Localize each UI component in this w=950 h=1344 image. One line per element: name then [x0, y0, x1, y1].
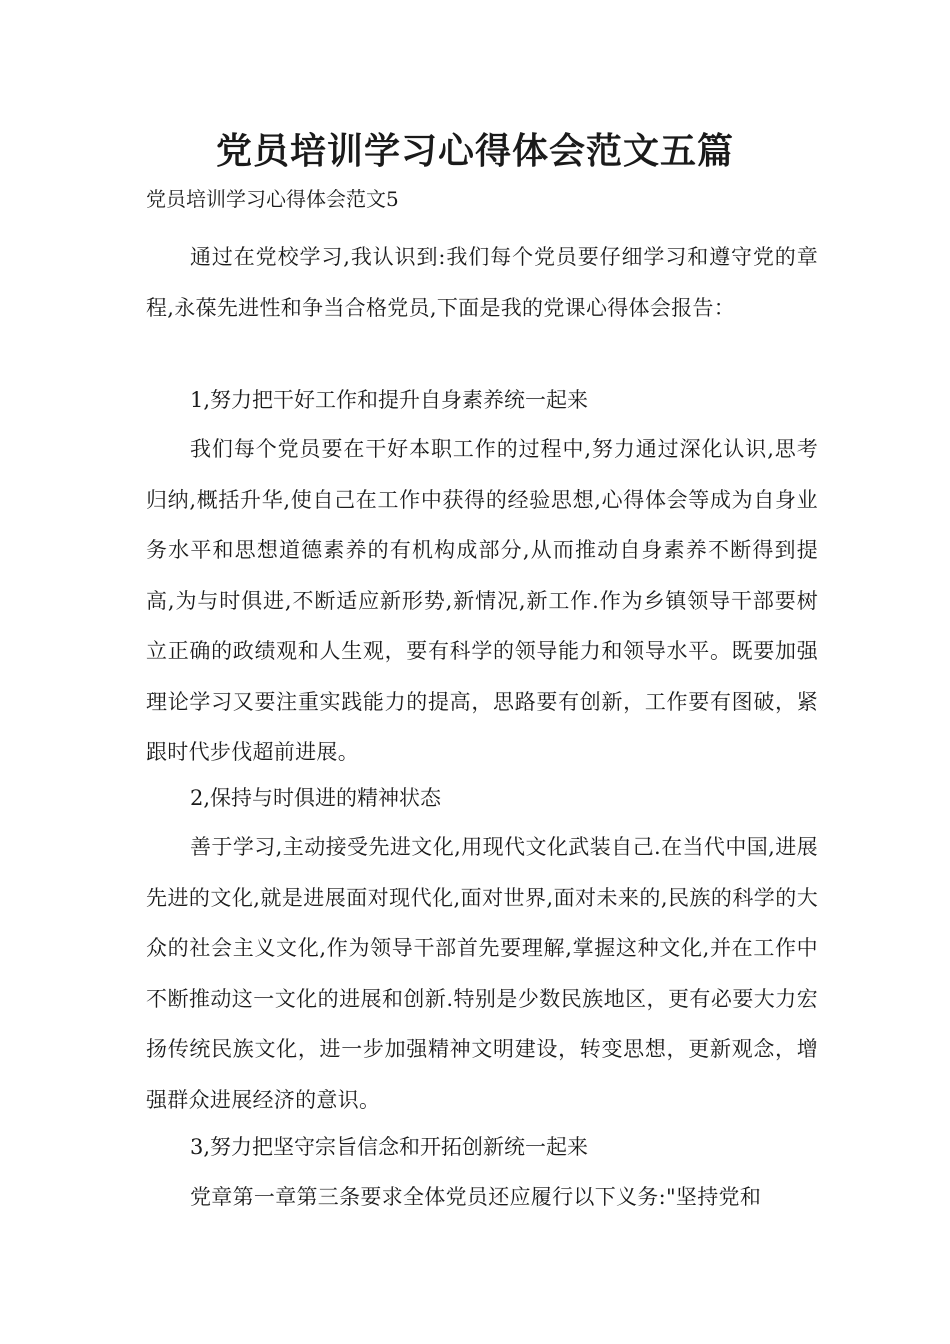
- section-paragraph-1: 我们每个党员要在干好本职工作的过程中,努力通过深化认识,思考归纳,概括升华,使自己在工作中获得的经验思想,心得体会等成为自身业务水平和思想道德素养的有机构成部分,从而推动自身素养不断得到提高,为与时俱进,不断适应新形势,新情况,新工作.作为乡镇领导干部要树立正确的政绩观和人生观，要有科学的领导能力和领导水平。既要加强理论学习又要注重实践能力的提高，思路要有创新，工作要有图破，紧跟时代步伐超前进展。: [146, 437, 818, 764]
- section-paragraph-3: 党章第一章第三条要求全体党员还应履行以下义务:"坚持党和: [190, 1185, 762, 1209]
- section-paragraph-2: 善于学习,主动接受先进文化,用现代文化武装自己.在当代中国,进展先进的文化,就是进展面对现代化,面对世界,面对未来的,民族的科学的大众的社会主义文化,作为领导干部首先要理解,掌握这种文化,并在工作中不断推动这一文化的进展和创新.特别是少数民族地区，更有必要大力宏扬传统民族文化，进一步加强精神文明建设，转变思想，更新观念，增强群众进展经济的意识。: [146, 835, 818, 1112]
- section-heading-1: 1,努力把干好工作和提升自身素养统一起来: [190, 388, 589, 412]
- intro-paragraph: 通过在党校学习,我认识到:我们每个党员要仔细学习和遵守党的章程,永葆先进性和争当合格党员,下面是我的党课心得体会报告：: [146, 245, 818, 320]
- section-heading-2: 2,保持与时俱进的精神状态: [190, 786, 442, 810]
- section-heading-3: 3,努力把坚守宗旨信念和开拓创新统一起来: [190, 1135, 589, 1159]
- document-subtitle: 党员培训学习心得体会范文5: [146, 187, 399, 211]
- document-title: 党员培训学习心得体会范文五篇: [215, 131, 734, 172]
